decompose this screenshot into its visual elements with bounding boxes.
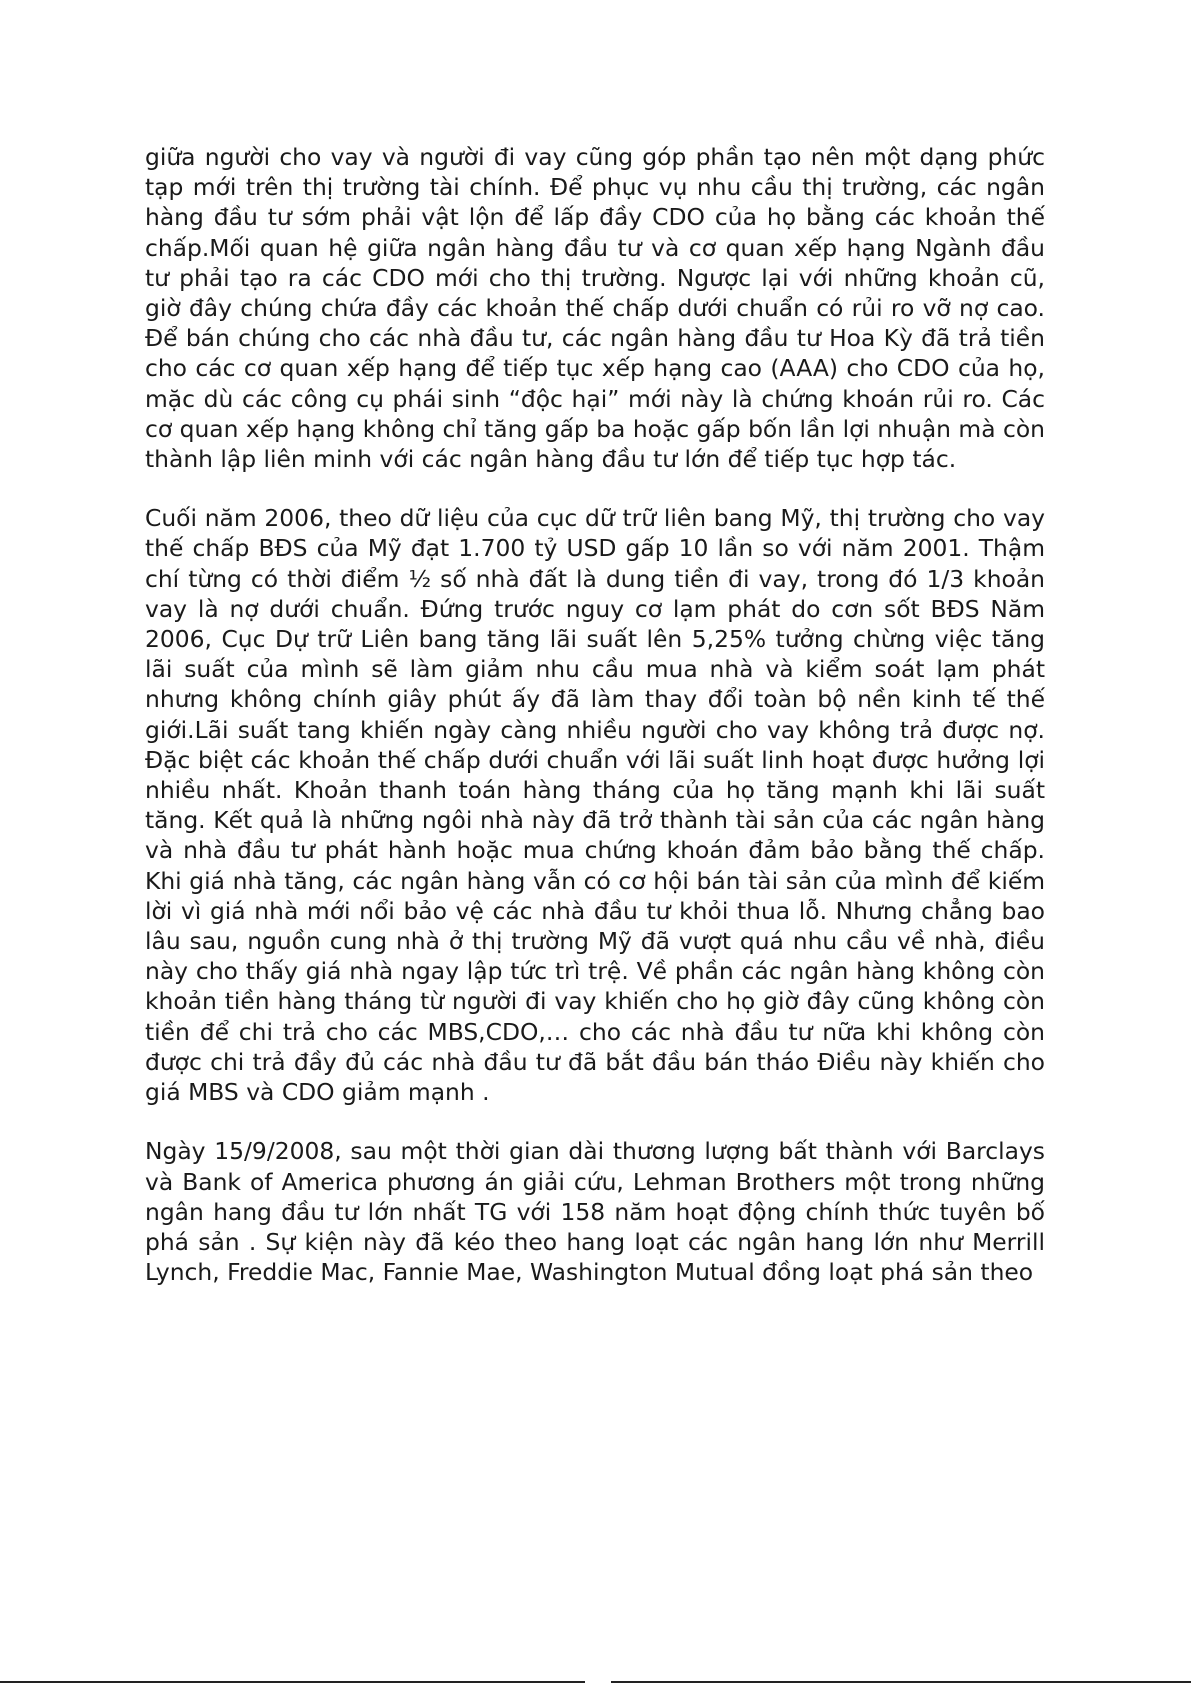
page-bottom-rule-gap — [585, 1681, 611, 1683]
paragraph-1: giữa người cho vay và người đi vay cũng góp phần tạo nên một dạng phức tạp mới trên thị trường tài chính. Để phục vụ nhu cầu thị trường, các ngân hàng đầu tư sớm phải vật lộn để lấp đầy CDO của họ bằng các khoản thế chấp.Mối quan hệ giữa ngân hàng đầu tư và cơ quan xếp hạng Ngành đầu tư phải tạo ra các CDO mới cho thị trường. Ngược lại với những khoản cũ, giờ đây chúng chứa đầy các khoản thế chấp dưới chuẩn có rủi ro vỡ nợ cao. Để bán chúng cho các nhà đầu tư, các ngân hàng đầu tư Hoa Kỳ đã trả tiền cho các cơ quan xếp hạng để tiếp tục xếp hạng cao (AAA) cho CDO của họ, mặc dù các công cụ phái sinh “độc hại” mới này là chứng khoán rủi ro. Các cơ quan xếp hạng không chỉ tăng gấp ba hoặc gấp bốn lần lợi nhuận mà còn thành lập liên minh với các ngân hàng đầu tư lớn để tiếp tục hợp tác. — [145, 143, 1045, 474]
paragraph-2: Cuối năm 2006, theo dữ liệu của cục dữ trữ liên bang Mỹ, thị trường cho vay thế chấp BĐS của Mỹ đạt 1.700 tỷ USD gấp 10 lần so với năm 2001. Thậm chí từng có thời điểm ½ số nhà đất là dung tiền đi vay, trong đó 1/3 khoản vay là nợ dưới chuẩn. Đứng trước nguy cơ lạm phát do cơn sốt BĐS Năm 2006, Cục Dự trữ Liên bang tăng lãi suất lên 5,25% tưởng chừng việc tăng lãi suất của mình sẽ làm giảm nhu cầu mua nhà và kiểm soát lạm phát nhưng không chính giây phút ấy đã làm thay đổi toàn bộ nền kinh tế thế giới.Lãi suất tang khiến ngày càng nhiều người cho vay không trả được nợ. Đặc biệt các khoản thế chấp dưới chuẩn với lãi suất linh hoạt được hưởng lợi nhiều nhất. Khoản thanh toán hàng tháng của họ tăng mạnh khi lãi suất tăng. Kết quả là những ngôi nhà này đã trở thành tài sản của các ngân hàng và nhà đầu tư phát hành hoặc mua chứng khoán đảm bảo bằng thế chấp. Khi giá nhà tăng, các ngân hàng vẫn có cơ hội bán tài sản của mình để kiếm lời vì giá nhà mới nổi bảo vệ các nhà đầu tư khỏi thua lỗ. Nhưng chẳng bao lâu sau, nguồn cung nhà ở thị trường Mỹ đã vượt quá nhu cầu về nhà, điều này cho thấy giá nhà ngay lập tức trì trệ. Về phần các ngân hàng không còn khoản tiền hàng tháng từ người đi vay khiến cho họ giờ đây cũng không còn tiền để chi trả cho các MBS,CDO,… cho các nhà đầu tư nữa khi không còn được chi trả đầy đủ các nhà đầu tư đã bắt đầu bán tháo Điều này khiến cho giá MBS và CDO giảm mạnh . — [145, 504, 1045, 1107]
page-bottom-rule — [0, 1681, 1191, 1683]
paragraph-3: Ngày 15/9/2008, sau một thời gian dài thương lượng bất thành với Barclays và Bank of America phương án giải cứu, Lehman Brothers một trong những ngân hang đầu tư lớn nhất TG với 158 năm hoạt động chính thức tuyên bố phá sản . Sự kiện này đã kéo theo hang loạt các ngân hang lớn như Merrill Lynch, Freddie Mac, Fannie Mae, Washington Mutual đồng loạt phá sản theo — [145, 1137, 1045, 1287]
document-page — [145, 142, 1045, 1287]
